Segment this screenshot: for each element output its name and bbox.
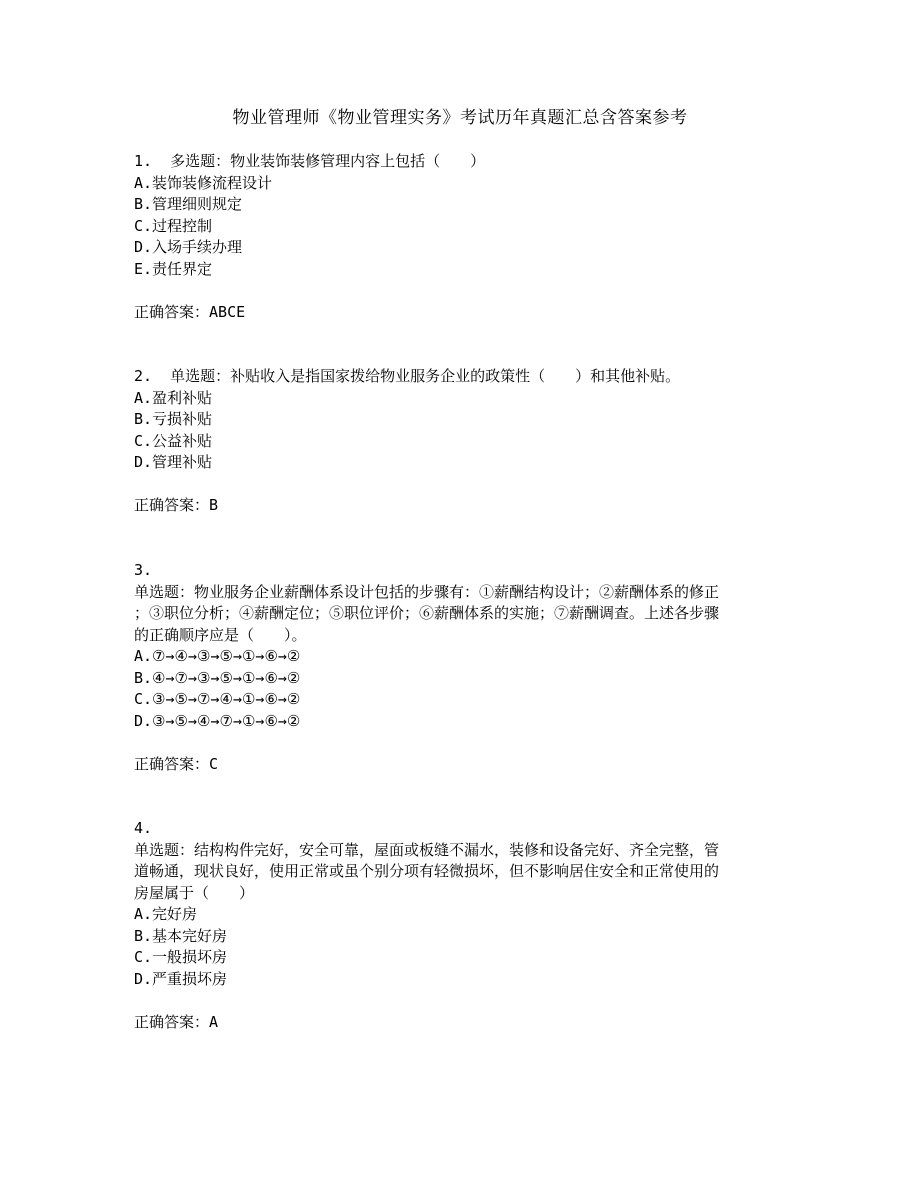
- option-b: B.亏损补贴: [134, 410, 213, 428]
- answer-value: ABCE: [209, 302, 246, 321]
- question-stem: [134, 366, 794, 388]
- question-number: 1.: [134, 152, 153, 170]
- question-text-line-3: 的正确顺序应是（ ）。: [134, 625, 307, 644]
- answer-label: 正确答案：: [134, 496, 210, 514]
- option-c: C.公益补贴: [134, 431, 213, 450]
- question-4: [134, 818, 794, 1033]
- option-c: C.③→⑤→⑦→④→①→⑥→②: [134, 690, 301, 708]
- answer-label: 正确答案：: [134, 754, 210, 773]
- question-text-line-2: 道畅通，现状良好，使用正常或虽个别分项有轻微损坏，但不影响居住安全和正常使用的: [134, 862, 720, 880]
- question-3: [134, 560, 794, 775]
- question-text: 单选题：补贴收入是指国家拨给物业服务企业的政策性（ ）和其他补贴。: [170, 367, 681, 385]
- answer-label: 正确答案：: [134, 302, 210, 321]
- option-d: D.③→⑤→④→⑦→①→⑥→②: [134, 711, 301, 730]
- question-text-line-3: 房屋属于（ ）: [134, 883, 255, 902]
- answer-value: B: [209, 496, 219, 514]
- question-stem: [134, 151, 794, 173]
- question-2: [134, 366, 794, 517]
- option-c: C.一般损坏房: [134, 948, 228, 966]
- correct-answer: [134, 754, 794, 776]
- question-1: [134, 151, 794, 323]
- option-d: D.管理补贴: [134, 453, 213, 471]
- option-b: B.④→⑦→③→⑤→①→⑥→②: [134, 668, 301, 687]
- question-number: 4.: [134, 819, 153, 837]
- option-a: A.装饰装修流程设计: [134, 173, 273, 192]
- option-a: A.完好房: [134, 905, 198, 923]
- correct-answer: [134, 302, 794, 324]
- question-text: 多选题：物业装饰装修管理内容上包括（ ）: [170, 152, 486, 170]
- option-a: A.盈利补贴: [134, 388, 213, 407]
- option-b: B.基本完好房: [134, 926, 228, 945]
- question-text-line-1: 单选题：结构构件完好，安全可靠，屋面或板缝不漏水，装修和设备完好、齐全完整，管: [134, 840, 720, 859]
- option-a: A.⑦→④→③→⑤→①→⑥→②: [134, 647, 301, 665]
- question-text-line-2: ；③职位分析；④薪酬定位；⑤职位评价；⑥薪酬体系的实施；⑦薪酬调查。上述各步骤: [134, 604, 720, 622]
- correct-answer: [134, 495, 794, 517]
- option-c: C.过程控制: [134, 216, 213, 235]
- option-d: D.严重损坏房: [134, 969, 228, 988]
- answer-value: A: [209, 1012, 219, 1031]
- option-b: B.管理细则规定: [134, 195, 243, 213]
- correct-answer: [134, 1012, 794, 1034]
- answer-label: 正确答案：: [134, 1012, 210, 1031]
- question-text-line-1: 单选题：物业服务企业薪酬体系设计包括的步骤有：①薪酬结构设计；②薪酬体系的修正: [134, 582, 720, 601]
- option-e: E.责任界定: [134, 259, 213, 278]
- question-number: 3.: [134, 561, 153, 579]
- page-title: 物业管理师《物业管理实务》考试历年真题汇总含答案参考: [232, 108, 688, 128]
- question-number: 2.: [134, 367, 153, 385]
- option-d: D.入场手续办理: [134, 238, 243, 256]
- answer-value: C: [209, 754, 219, 773]
